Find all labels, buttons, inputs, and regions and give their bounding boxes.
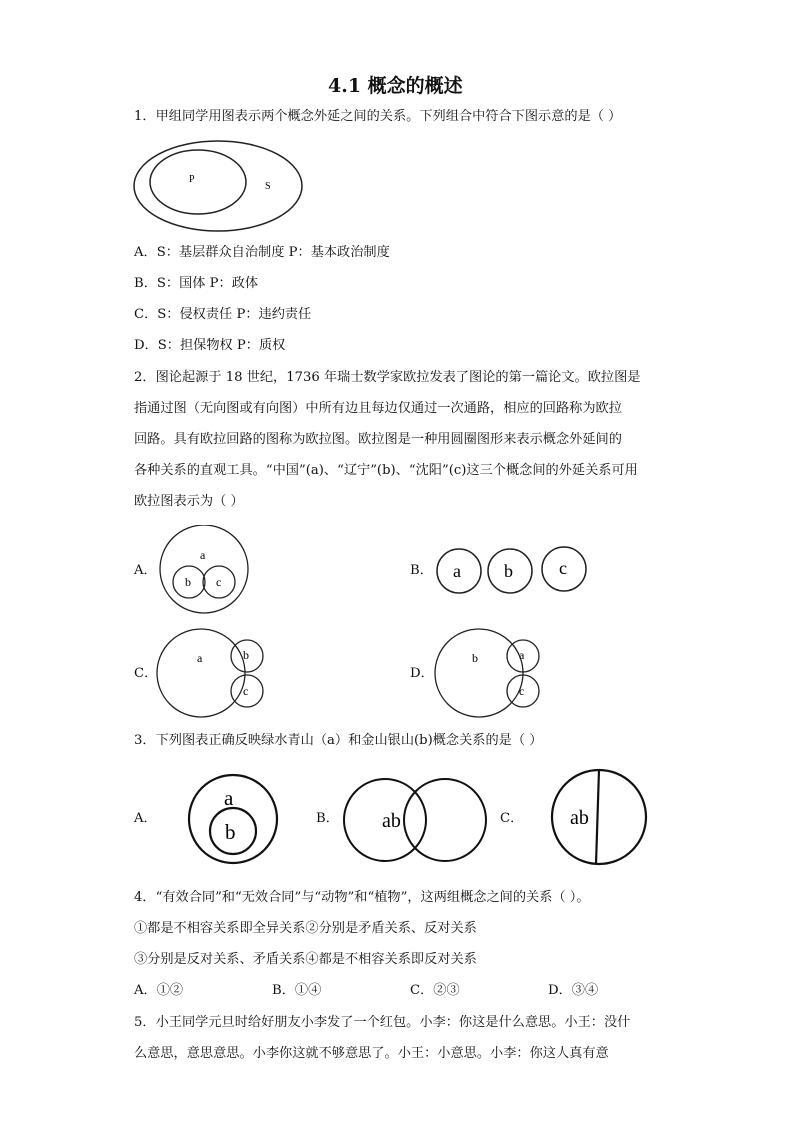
q4-choice-c: C．②③ bbox=[410, 983, 460, 998]
q2-option-b-label: B． bbox=[410, 563, 433, 578]
q1-stem: 1．甲组同学用图表示两个概念外延之间的关系。下列组合中符合下图示意的是（ ） bbox=[134, 109, 622, 124]
q2-line-1: 2．图论起源于 18 世纪，1736 年瑞士数学家欧拉发表了图论的第一篇论文。欧拉图是 bbox=[134, 370, 641, 385]
q1-outer-ellipse bbox=[134, 141, 302, 231]
q1-label-s: S bbox=[265, 181, 271, 192]
svg-text:c: c bbox=[519, 684, 525, 698]
svg-text:a: a bbox=[200, 548, 206, 562]
svg-text:c: c bbox=[559, 558, 567, 578]
q4-statement-2: ③分别是反对关系、矛盾关系④都是不相容关系即反对关系 bbox=[134, 952, 477, 967]
q1-option-b: B．S：国体 P：政体 bbox=[134, 276, 259, 291]
q2-option-a-diagram bbox=[155, 525, 255, 615]
q4-stem: 4．“有效合同”和“无效合同”与“动物”和“植物”，这两组概念之间的关系（ ）。 bbox=[134, 890, 590, 905]
svg-text:c: c bbox=[243, 684, 249, 698]
q3-option-c-diagram bbox=[548, 768, 652, 868]
q5-line-2: 么意思，意思意思。小李你这就不够意思了。小王：小意思。小李：你这人真有意 bbox=[134, 1046, 609, 1061]
q1-label-p: P bbox=[189, 174, 195, 185]
q1-diagram bbox=[132, 140, 312, 232]
svg-text:b: b bbox=[504, 561, 513, 581]
svg-text:ab: ab bbox=[382, 810, 401, 832]
page-title: 4.1 概念的概述 bbox=[328, 75, 463, 97]
q3-option-c-label: C． bbox=[500, 811, 524, 826]
q2-option-d-label: D． bbox=[410, 666, 434, 681]
q3-option-a-diagram bbox=[185, 772, 283, 866]
svg-text:a: a bbox=[453, 561, 461, 581]
q2-option-c-diagram bbox=[154, 628, 266, 718]
q3-stem: 3．下列图表正确反映绿水青山（a）和金山银山(b)概念关系的是（ ） bbox=[134, 733, 543, 748]
svg-text:b: b bbox=[472, 651, 478, 665]
q2-option-d-diagram bbox=[432, 628, 546, 718]
svg-text:a: a bbox=[224, 786, 234, 810]
q3-option-b-diagram bbox=[340, 775, 490, 865]
q4-choice-d: D．③④ bbox=[548, 983, 599, 998]
q3-option-a-label: A． bbox=[134, 811, 157, 826]
svg-text:a: a bbox=[519, 648, 525, 662]
q2-line-5: 欧拉图表示为（ ） bbox=[134, 494, 244, 509]
svg-text:b: b bbox=[185, 575, 191, 589]
svg-text:c: c bbox=[216, 575, 222, 589]
q1-option-c: C．S：侵权责任 P：违约责任 bbox=[134, 307, 312, 322]
q4-statement-1: ①都是不相容关系即全异关系②分别是矛盾关系、反对关系 bbox=[134, 921, 477, 936]
q2-line-3: 回路。具有欧拉回路的图称为欧拉图。欧拉图是一种用圆圈图形来表示概念外延间的 bbox=[134, 432, 622, 447]
svg-text:b: b bbox=[225, 820, 236, 844]
q1-option-a: A．S：基层群众自治制度 P：基本政治制度 bbox=[134, 245, 390, 260]
q3-option-b-label: B． bbox=[316, 811, 339, 826]
q2-option-b-diagram bbox=[430, 546, 592, 596]
q2-line-4: 各种关系的直观工具。“中国”(a)、“辽宁”(b)、“沈阳”(c)这三个概念间的外延关系可用 bbox=[134, 463, 638, 478]
svg-text:ab: ab bbox=[570, 807, 589, 829]
q1-option-d: D．S：担保物权 P：质权 bbox=[134, 338, 286, 353]
q2-line-2: 指通过图（无向图或有向图）中所有边且每边仅通过一次通路，相应的回路称为欧拉 bbox=[134, 401, 622, 416]
q1-inner-ellipse bbox=[150, 150, 246, 214]
svg-text:a: a bbox=[197, 651, 203, 665]
q4-choice-a: A．①② bbox=[134, 983, 184, 998]
q4-choice-b: B．①④ bbox=[272, 983, 322, 998]
q2-option-a-label: A． bbox=[134, 563, 157, 578]
svg-text:b: b bbox=[243, 648, 249, 662]
q5-line-1: 5．小王同学元旦时给好朋友小李发了一个红包。小李：你这是什么意思。小王：没什 bbox=[134, 1015, 631, 1030]
q2-option-c-label: C． bbox=[134, 666, 158, 681]
